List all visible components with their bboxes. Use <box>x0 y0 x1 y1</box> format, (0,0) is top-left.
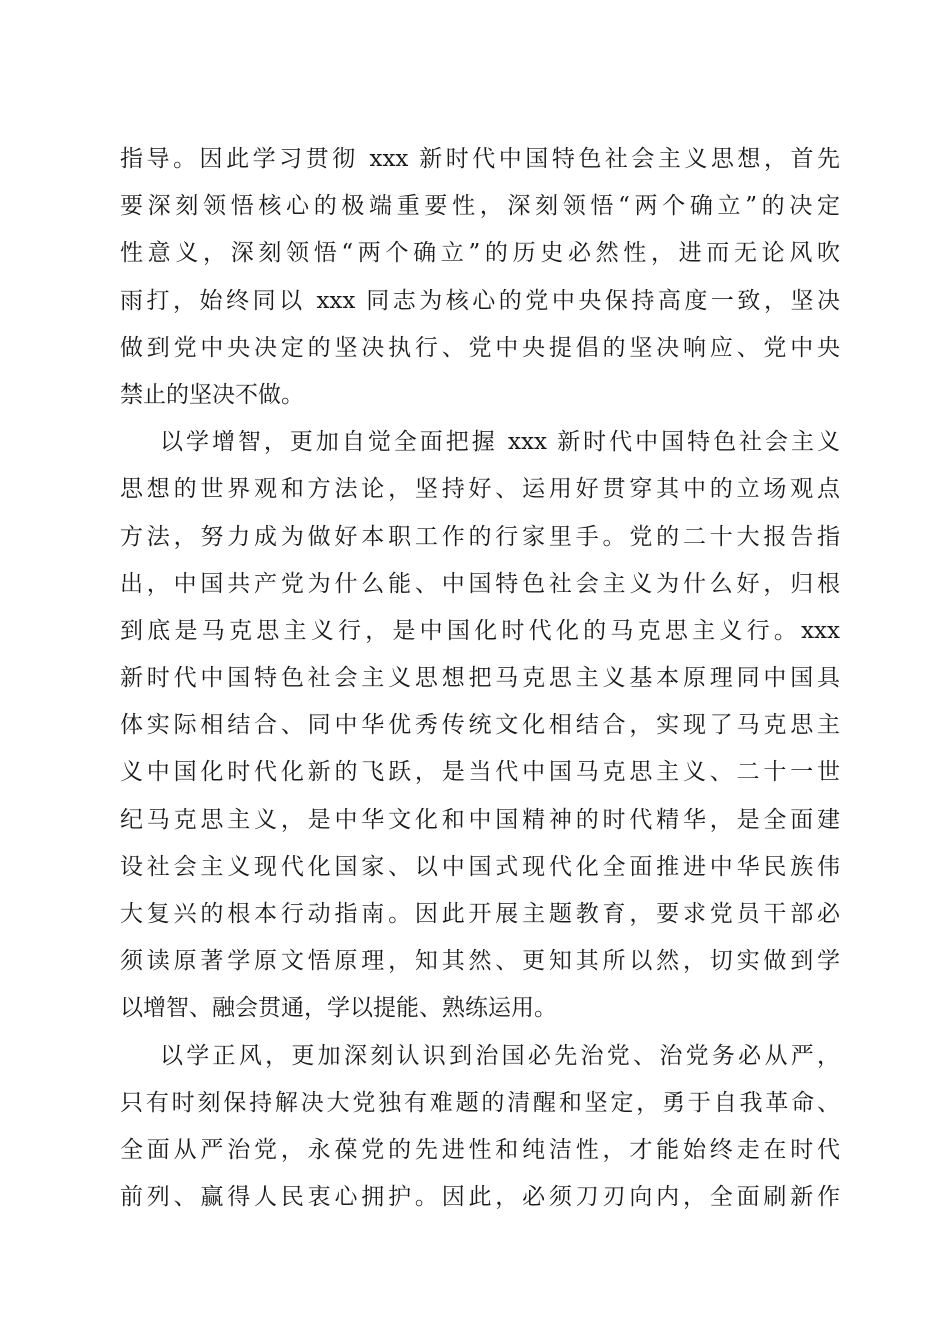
text-line: 做到党中央决定的坚决执行、党中央提倡的坚决响应、党中央 <box>120 334 840 361</box>
text-line: 须读原著学原文悟原理，知其然、更知其所以然，切实做到学 <box>120 948 840 975</box>
text-line: 性意义，深刻领悟“两个确立”的历史必然性，进而无论风吹 <box>120 240 840 267</box>
text-line: 思想的世界观和方法论，坚持好、运用好贯穿其中的立场观点 <box>120 476 840 503</box>
text-line: 纪马克思主义，是中华文化和中国精神的时代精华，是全面建 <box>120 806 840 833</box>
text-line: 出，中国共产党为什么能、中国特色社会主义为什么好，归根 <box>120 570 840 597</box>
text-line: 雨打，始终同以 xxx 同志为核心的党中央保持高度一致，坚决 <box>120 287 840 314</box>
text-line: 新时代中国特色社会主义思想把马克思主义基本原理同中国具 <box>120 665 840 692</box>
text-line: 全面从严治党，永葆党的先进性和纯洁性，才能始终走在时代 <box>120 1136 840 1163</box>
text-line: 方法，努力成为做好本职工作的行家里手。党的二十大报告指 <box>120 523 840 550</box>
paragraph-3 <box>120 1033 840 1222</box>
text-line: 禁止的坚决不做。 <box>120 381 304 408</box>
text-line: 指导。因此学习贯彻 xxx 新时代中国特色社会主义思想，首先 <box>120 146 840 172</box>
text-line: 以学正风，更加深刻认识到治国必先治党、治党务必从严， <box>160 1042 840 1069</box>
text-line: 只有时刻保持解决大党独有难题的清醒和坚定，勇于自我革命、 <box>120 1089 840 1116</box>
paragraph-2 <box>120 419 840 1032</box>
text-line: 要深刻领悟核心的极端重要性，深刻领悟“两个确立”的决定 <box>120 193 840 220</box>
body-text <box>120 136 840 1221</box>
text-line: 设社会主义现代化国家、以中国式现代化全面推进中华民族伟 <box>120 853 840 880</box>
text-line: 体实际相结合、同中华优秀传统文化相结合，实现了马克思主 <box>120 712 840 739</box>
text-line: 义中国化时代化新的飞跃，是当代中国马克思主义、二十一世 <box>120 759 840 786</box>
text-line: 大复兴的根本行动指南。因此开展主题教育，要求党员干部必 <box>120 901 840 927</box>
text-line: 前列、赢得人民衷心拥护。因此，必须刀刃向内，全面刷新作 <box>120 1184 840 1211</box>
paragraph-1 <box>120 136 840 419</box>
text-line: 以增智、融会贯通，学以提能、熟练运用。 <box>120 995 557 1022</box>
text-line: 以学增智，更加自觉全面把握 xxx 新时代中国特色社会主义 <box>160 429 840 456</box>
text-line: 到底是马克思主义行，是中国化时代化的马克思主义行。xxx <box>120 617 840 644</box>
